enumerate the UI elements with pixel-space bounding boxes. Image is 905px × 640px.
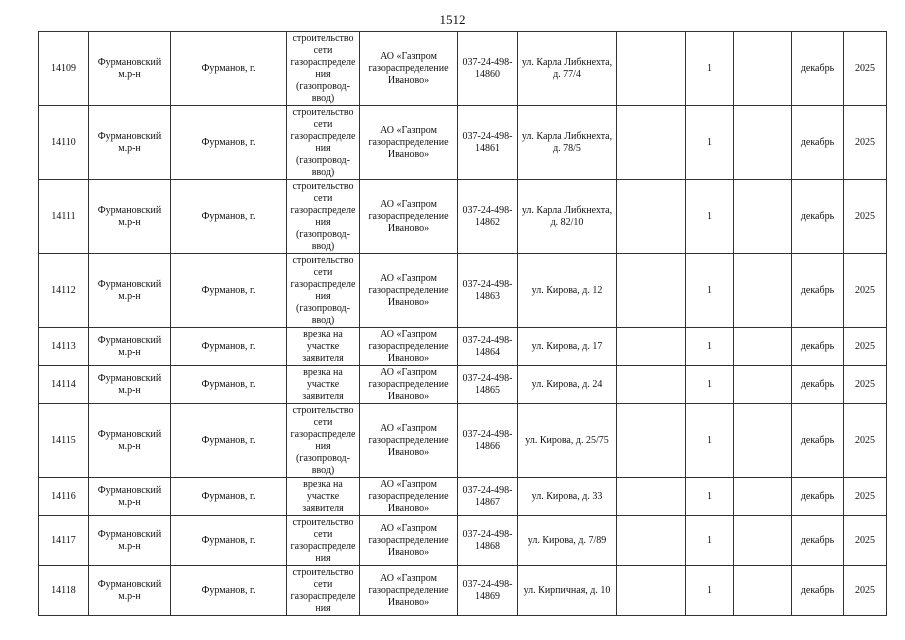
month-cell: декабрь (792, 328, 844, 366)
empty-cell (617, 32, 686, 106)
row-number: 14110 (39, 106, 89, 180)
year-cell: 2025 (844, 566, 887, 616)
quantity-cell: 1 (686, 106, 734, 180)
quantity-cell: 1 (686, 404, 734, 478)
work-type-cell: строительство сети газораспределения (287, 516, 360, 566)
empty-cell (617, 328, 686, 366)
year-cell: 2025 (844, 106, 887, 180)
work-type-cell: строительство сети газораспределения (газопровод-ввод) (287, 32, 360, 106)
row-number: 14117 (39, 516, 89, 566)
district-cell: Фурмановский м.р-н (89, 328, 171, 366)
organization-cell: АО «Газпром газораспределение Иваново» (360, 478, 458, 516)
month-cell: декабрь (792, 106, 844, 180)
code-cell: 037-24-498-14867 (458, 478, 518, 516)
table-row (39, 366, 887, 404)
work-type-cell: строительство сети газораспределения (газопровод-ввод) (287, 254, 360, 328)
address-cell: ул. Карла Либкнехта, д. 82/10 (518, 180, 617, 254)
row-number: 14111 (39, 180, 89, 254)
month-cell: декабрь (792, 566, 844, 616)
locality-cell: Фурманов, г. (171, 32, 287, 106)
code-cell: 037-24-498-14868 (458, 516, 518, 566)
year-cell: 2025 (844, 404, 887, 478)
empty-cell (617, 516, 686, 566)
address-cell: ул. Кирова, д. 17 (518, 328, 617, 366)
empty-cell (617, 180, 686, 254)
quantity-cell: 1 (686, 328, 734, 366)
quantity-cell: 1 (686, 180, 734, 254)
empty-cell (617, 106, 686, 180)
year-cell: 2025 (844, 478, 887, 516)
row-number: 14114 (39, 366, 89, 404)
work-type-cell: строительство сети газораспределения (газопровод-ввод) (287, 106, 360, 180)
code-cell: 037-24-498-14862 (458, 180, 518, 254)
empty-cell (734, 32, 792, 106)
district-cell: Фурмановский м.р-н (89, 478, 171, 516)
empty-cell (617, 478, 686, 516)
month-cell: декабрь (792, 404, 844, 478)
empty-cell (617, 404, 686, 478)
address-cell: ул. Кирова, д. 7/89 (518, 516, 617, 566)
row-number: 14118 (39, 566, 89, 616)
empty-cell (734, 516, 792, 566)
locality-cell: Фурманов, г. (171, 366, 287, 404)
row-number: 14116 (39, 478, 89, 516)
work-type-cell: строительство сети газораспределения (газопровод-ввод) (287, 180, 360, 254)
district-cell: Фурмановский м.р-н (89, 254, 171, 328)
month-cell: декабрь (792, 478, 844, 516)
empty-cell (617, 366, 686, 404)
table-row (39, 254, 887, 328)
code-cell: 037-24-498-14864 (458, 328, 518, 366)
quantity-cell: 1 (686, 32, 734, 106)
month-cell: декабрь (792, 180, 844, 254)
locality-cell: Фурманов, г. (171, 180, 287, 254)
year-cell: 2025 (844, 180, 887, 254)
year-cell: 2025 (844, 516, 887, 566)
table-row (39, 106, 887, 180)
locality-cell: Фурманов, г. (171, 328, 287, 366)
organization-cell: АО «Газпром газораспределение Иваново» (360, 32, 458, 106)
district-cell: Фурмановский м.р-н (89, 106, 171, 180)
year-cell: 2025 (844, 32, 887, 106)
district-cell: Фурмановский м.р-н (89, 32, 171, 106)
organization-cell: АО «Газпром газораспределение Иваново» (360, 106, 458, 180)
table-row (39, 180, 887, 254)
empty-cell (734, 254, 792, 328)
district-cell: Фурмановский м.р-н (89, 516, 171, 566)
row-number: 14109 (39, 32, 89, 106)
table-row (39, 328, 887, 366)
table-row (39, 478, 887, 516)
organization-cell: АО «Газпром газораспределение Иваново» (360, 180, 458, 254)
quantity-cell: 1 (686, 478, 734, 516)
address-cell: ул. Кирова, д. 33 (518, 478, 617, 516)
quantity-cell: 1 (686, 566, 734, 616)
empty-cell (734, 366, 792, 404)
year-cell: 2025 (844, 254, 887, 328)
address-cell: ул. Кирова, д. 12 (518, 254, 617, 328)
row-number: 14115 (39, 404, 89, 478)
district-cell: Фурмановский м.р-н (89, 180, 171, 254)
organization-cell: АО «Газпром газораспределение Иваново» (360, 328, 458, 366)
district-cell: Фурмановский м.р-н (89, 404, 171, 478)
locality-cell: Фурманов, г. (171, 566, 287, 616)
address-cell: ул. Кирова, д. 25/75 (518, 404, 617, 478)
table-row (39, 566, 887, 616)
organization-cell: АО «Газпром газораспределение Иваново» (360, 404, 458, 478)
empty-cell (734, 106, 792, 180)
quantity-cell: 1 (686, 366, 734, 404)
register-table (38, 31, 887, 616)
code-cell: 037-24-498-14860 (458, 32, 518, 106)
quantity-cell: 1 (686, 516, 734, 566)
district-cell: Фурмановский м.р-н (89, 566, 171, 616)
empty-cell (617, 254, 686, 328)
month-cell: декабрь (792, 366, 844, 404)
locality-cell: Фурманов, г. (171, 478, 287, 516)
locality-cell: Фурманов, г. (171, 516, 287, 566)
organization-cell: АО «Газпром газораспределение Иваново» (360, 254, 458, 328)
empty-cell (617, 566, 686, 616)
code-cell: 037-24-498-14869 (458, 566, 518, 616)
empty-cell (734, 404, 792, 478)
table-row (39, 404, 887, 478)
row-number: 14112 (39, 254, 89, 328)
quantity-cell: 1 (686, 254, 734, 328)
organization-cell: АО «Газпром газораспределение Иваново» (360, 566, 458, 616)
address-cell: ул. Карла Либкнехта, д. 78/5 (518, 106, 617, 180)
empty-cell (734, 478, 792, 516)
address-cell: ул. Карла Либкнехта, д. 77/4 (518, 32, 617, 106)
empty-cell (734, 328, 792, 366)
year-cell: 2025 (844, 328, 887, 366)
month-cell: декабрь (792, 254, 844, 328)
address-cell: ул. Кирова, д. 24 (518, 366, 617, 404)
code-cell: 037-24-498-14863 (458, 254, 518, 328)
work-type-cell: строительство сети газораспределения (газопровод-ввод) (287, 404, 360, 478)
organization-cell: АО «Газпром газораспределение Иваново» (360, 366, 458, 404)
locality-cell: Фурманов, г. (171, 106, 287, 180)
locality-cell: Фурманов, г. (171, 404, 287, 478)
code-cell: 037-24-498-14866 (458, 404, 518, 478)
empty-cell (734, 566, 792, 616)
month-cell: декабрь (792, 32, 844, 106)
work-type-cell: врезка на участке заявителя (287, 328, 360, 366)
organization-cell: АО «Газпром газораспределение Иваново» (360, 516, 458, 566)
district-cell: Фурмановский м.р-н (89, 366, 171, 404)
table-row (39, 32, 887, 106)
work-type-cell: строительство сети газораспределения (287, 566, 360, 616)
code-cell: 037-24-498-14861 (458, 106, 518, 180)
month-cell: декабрь (792, 516, 844, 566)
year-cell: 2025 (844, 366, 887, 404)
table-row (39, 516, 887, 566)
locality-cell: Фурманов, г. (171, 254, 287, 328)
address-cell: ул. Кирпичная, д. 10 (518, 566, 617, 616)
empty-cell (734, 180, 792, 254)
code-cell: 037-24-498-14865 (458, 366, 518, 404)
row-number: 14113 (39, 328, 89, 366)
page-number: 1512 (439, 12, 466, 27)
work-type-cell: врезка на участке заявителя (287, 478, 360, 516)
work-type-cell: врезка на участке заявителя (287, 366, 360, 404)
